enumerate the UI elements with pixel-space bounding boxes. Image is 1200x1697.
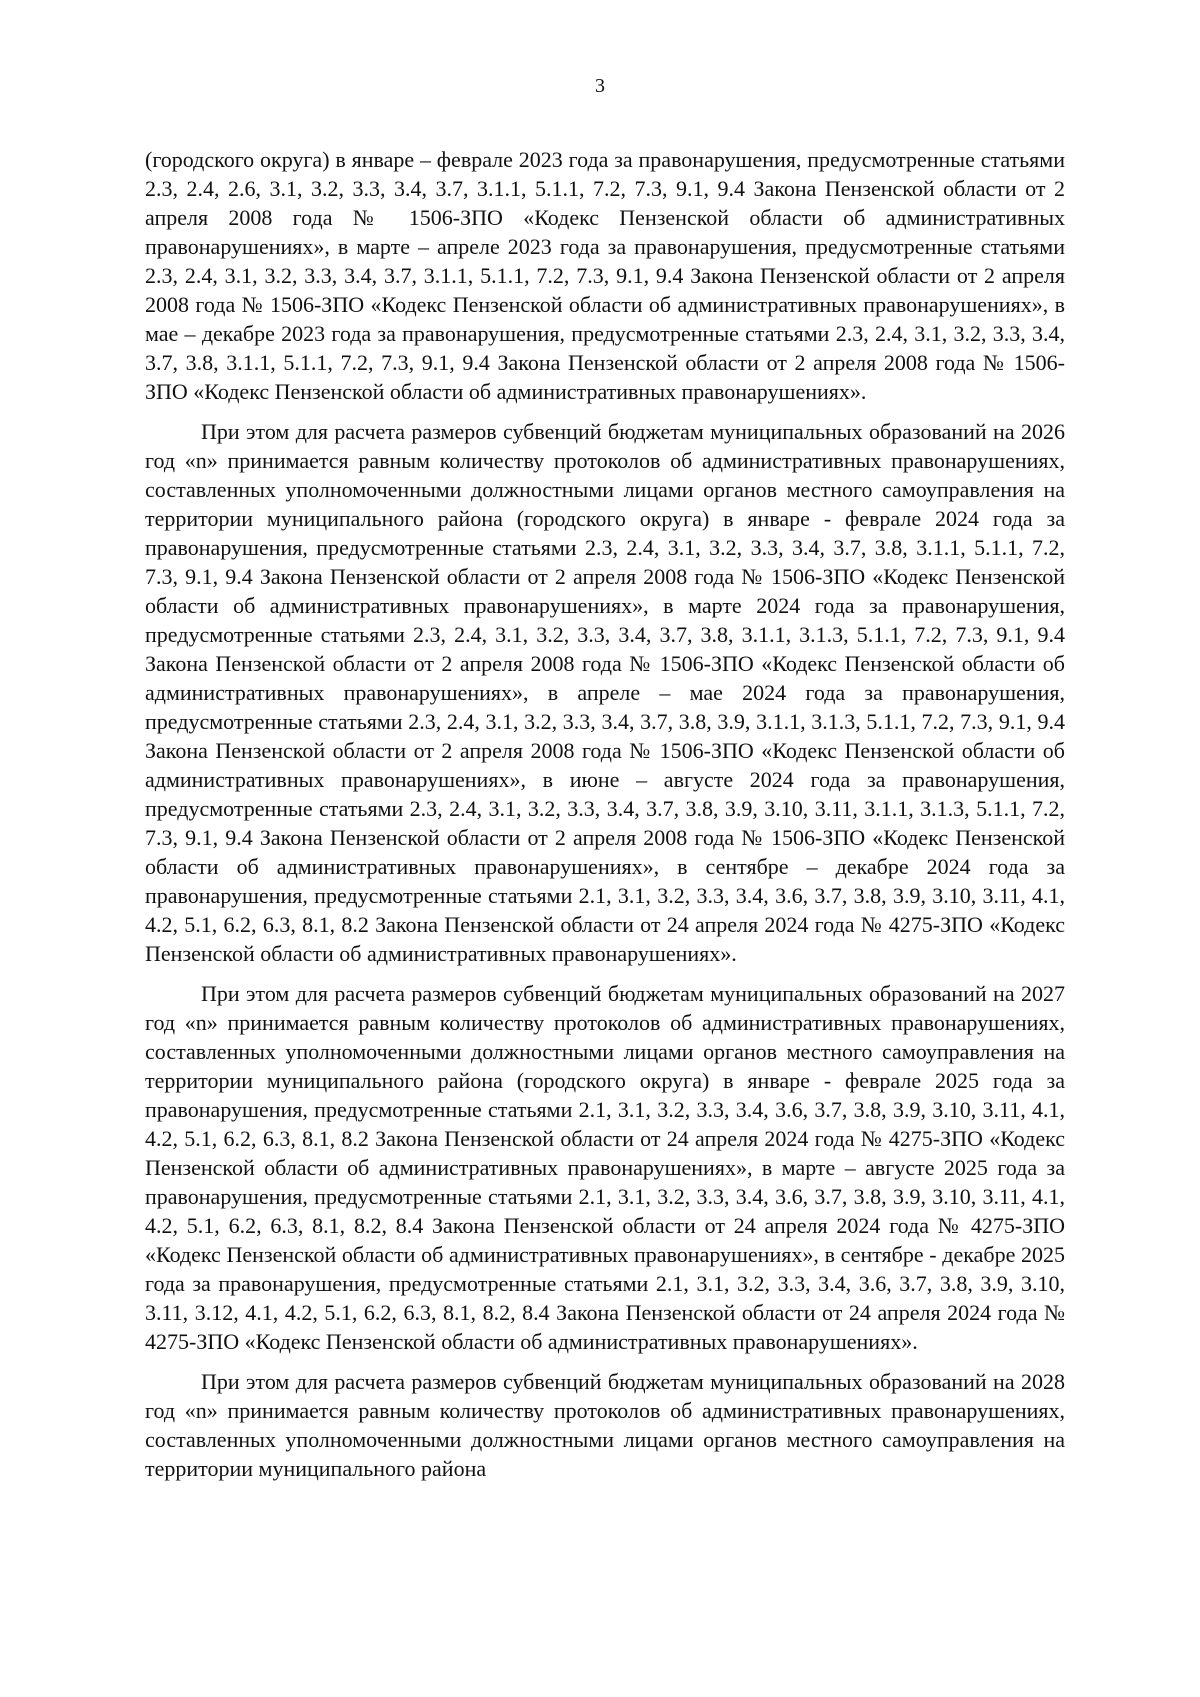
paragraph-2028: При этом для расчета размеров субвенций бюджетам муниципальных образований на 2028 год «n» принимается равным количеству протоколов об административных правонарушениях, составленных уполномоченными должностными лицами органов местного самоуправления на территории муниципального района bbox=[145, 1369, 1065, 1481]
page-number: 3 bbox=[595, 75, 605, 97]
paragraph-continuation: (городского округа) в январе – феврале 2023 года за правонарушения, предусмотренные статьями 2.3, 2.4, 2.6, 3.1, 3.2, 3.3, 3.4, 3.7, 3.1.1, 5.1.1, 7.2, 7.3, 9.1, 9.4 Закона Пензенской области от 2 апреля 2008 года № 1506-ЗПО «Кодекс Пензенской области об административных правонарушениях», в марте – апреле 2023 года за правонарушения, предусмотренные статьями 2.3, 2.4, 3.1, 3.2, 3.3, 3.4, 3.7, 3.1.1, 5.1.1, 7.2, 7.3, 9.1, 9.4 Закона Пензенской области от 2 апреля 2008 года № 1506-ЗПО «Кодекс Пензенской области об административных правонарушениях», в мае – декабре 2023 года за правонарушения, предусмотренные статьями 2.3, 2.4, 3.1, 3.2, 3.3, 3.4, 3.7, 3.8, 3.1.1, 5.1.1, 7.2, 7.3, 9.1, 9.4 Закона Пензенской области от 2 апреля 2008 года № 1506-ЗПО «Кодекс Пензенской области об административных правонарушениях». bbox=[145, 147, 1065, 404]
paragraph-2026: При этом для расчета размеров субвенций бюджетам муниципальных образований на 2026 год «n» принимается равным количеству протоколов об административных правонарушениях, составленных уполномоченными должностными лицами органов местного самоуправления на территории муниципального района (городского округа) в январе - феврале 2024 года за правонарушения, предусмотренные статьями 2.3, 2.4, 3.1, 3.2, 3.3, 3.4, 3.7, 3.8, 3.1.1, 5.1.1, 7.2, 7.3, 9.1, 9.4 Закона Пензенской области от 2 апреля 2008 года № 1506-ЗПО «Кодекс Пензенской области об административных правонарушениях», в марте 2024 года за правонарушения, предусмотренные статьями 2.3, 2.4, 3.1, 3.2, 3.3, 3.4, 3.7, 3.8, 3.1.1, 3.1.3, 5.1.1, 7.2, 7.3, 9.1, 9.4 Закона Пензенской области от 2 апреля 2008 года № 1506-ЗПО «Кодекс Пензенской области об административных правонарушениях», в апреле – мае 2024 года за правонарушения, предусмотренные статьями 2.3, 2.4, 3.1, 3.2, 3.3, 3.4, 3.7, 3.8, 3.9, 3.1.1, 3.1.3, 5.1.1, 7.2, 7.3, 9.1, 9.4 Закона Пензенской области от 2 апреля 2008 года № 1506-ЗПО «Кодекс Пензенской области об административных правонарушениях», в июне – августе 2024 года за правонарушения, предусмотренные статьями 2.3, 2.4, 3.1, 3.2, 3.3, 3.4, 3.7, 3.8, 3.9, 3.10, 3.11, 3.1.1, 3.1.3, 5.1.1, 7.2, 7.3, 9.1, 9.4 Закона Пензенской области от 2 апреля 2008 года № 1506-ЗПО «Кодекс Пензенской области об административных правонарушениях», в сентябре – декабре 2024 года за правонарушения, предусмотренные статьями 2.1, 3.1, 3.2, 3.3, 3.4, 3.6, 3.7, 3.8, 3.9, 3.10, 3.11, 4.1, 4.2, 5.1, 6.2, 6.3, 8.1, 8.2 Закона Пензенской области от 24 апреля 2024 года № 4275-ЗПО «Кодекс Пензенской области об административных правонарушениях». bbox=[145, 419, 1065, 966]
document-body bbox=[145, 145, 1065, 1494]
paragraph-2027: При этом для расчета размеров субвенций бюджетам муниципальных образований на 2027 год «n» принимается равным количеству протоколов об административных правонарушениях, составленных уполномоченными должностными лицами органов местного самоуправления на территории муниципального района (городского округа) в январе - феврале 2025 года за правонарушения, предусмотренные статьями 2.1, 3.1, 3.2, 3.3, 3.4, 3.6, 3.7, 3.8, 3.9, 3.10, 3.11, 4.1, 4.2, 5.1, 6.2, 6.3, 8.1, 8.2 Закона Пензенской области от 24 апреля 2024 года № 4275-ЗПО «Кодекс Пензенской области об административных правонарушениях», в марте – августе 2025 года за правонарушения, предусмотренные статьями 2.1, 3.1, 3.2, 3.3, 3.4, 3.6, 3.7, 3.8, 3.9, 3.10, 3.11, 4.1, 4.2, 5.1, 6.2, 6.3, 8.1, 8.2, 8.4 Закона Пензенской области от 24 апреля 2024 года № 4275-ЗПО «Кодекс Пензенской области об административных правонарушениях», в сентябре - декабре 2025 года за правонарушения, предусмотренные статьями 2.1, 3.1, 3.2, 3.3, 3.4, 3.6, 3.7, 3.8, 3.9, 3.10, 3.11, 3.12, 4.1, 4.2, 5.1, 6.2, 6.3, 8.1, 8.2, 8.4 Закона Пензенской области от 24 апреля 2024 года № 4275-ЗПО «Кодекс Пензенской области об административных правонарушениях». bbox=[145, 981, 1065, 1354]
